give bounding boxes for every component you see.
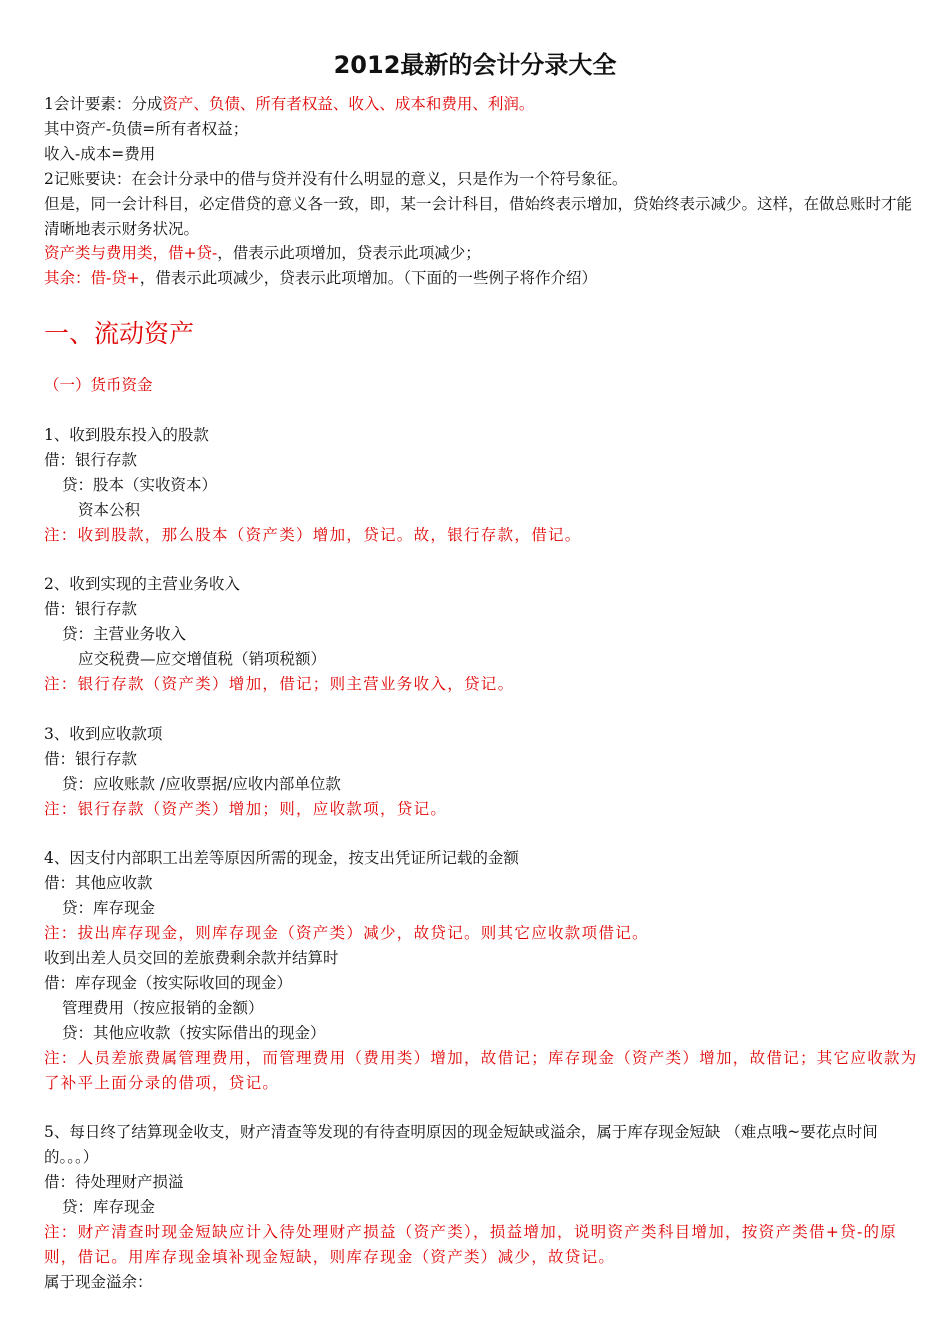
entry-4-credit: 贷：库存现金 — [62, 899, 156, 918]
entry-5-note: 注：财产清查时现金短缺应计入待处理财产损益（资产类），损益增加，说明资产类科目增加，按资产类借+贷-的原则，借记。用库存现金填补现金短缺，则库存现金（资产类）减少，故贷记。 — [44, 1222, 898, 1266]
spacer — [44, 398, 920, 423]
entry-4-title: 4、因支付内部职工出差等原因所需的现金，按支出凭证所记载的金额 — [44, 849, 519, 868]
entry-1-note: 注：收到股款，那么股本（资产类）增加，贷记。故，银行存款，借记。 — [44, 525, 582, 544]
spacer — [44, 822, 920, 847]
entry-3-debit: 借：银行存款 — [44, 749, 138, 768]
entry-2-credit: 贷：主营业务收入 — [62, 625, 187, 644]
intro-line-1 — [44, 92, 920, 117]
intro-line-1-prefix: 1会计要素：分成 — [44, 95, 163, 113]
entry-5-credit: 贷：库存现金 — [62, 1198, 156, 1217]
entry-5-debit: 借：待处理财产损溢 — [44, 1173, 184, 1192]
entry-3-credit: 贷：应收账款 /应收票据/应收内部单位款 — [62, 774, 341, 793]
entry-2-credit-2: 应交税费—应交增值税（销项税额） — [78, 650, 327, 669]
spacer — [44, 548, 920, 573]
spacer — [44, 697, 920, 722]
intro-line-6-highlight: 资产类与费用类，借+贷- — [44, 244, 218, 263]
intro-line-6-rest: ，借表示此项增加，贷表示此项减少； — [217, 244, 481, 263]
intro-line-6 — [44, 241, 920, 266]
intro-line-7-highlight: 其余：借-贷+ — [44, 269, 140, 288]
spacer — [44, 1095, 920, 1120]
entry-4-sub-debit: 借：库存现金（按实际收回的现金） — [44, 973, 293, 992]
intro-line-7-rest: ，借表示此项减少，贷表示此项增加。（下面的一些例子将作介绍） — [139, 269, 597, 288]
entry-2-title: 2、收到实现的主营业务收入 — [44, 575, 240, 594]
entry-2-note: 注：银行存款（资产类）增加，借记；则主营业务收入，贷记。 — [44, 675, 515, 694]
document-title: 2012最新的会计分录大全 — [333, 51, 617, 79]
intro-line-3: 收入-成本=费用 — [44, 144, 156, 163]
section-subheading: （一）货币资金 — [44, 376, 153, 395]
entry-5-title: 5、每日终了结算现金收支，财产清查等发现的有待查明原因的现金短缺或溢余，属于库存现金短缺 （难点哦~要花点时间的。。。） — [44, 1123, 878, 1167]
entry-1-debit: 借：银行存款 — [44, 450, 138, 469]
document-body — [44, 92, 920, 1295]
entry-4-sub-debit-2: 管理费用（按应报销的金额） — [62, 998, 264, 1017]
entry-5-tail: 属于现金溢余： — [44, 1272, 153, 1291]
entry-3-title: 3、收到应收款项 — [44, 724, 163, 743]
section-heading: 一、流动资产 — [44, 319, 195, 349]
entry-2-debit: 借：银行存款 — [44, 600, 138, 619]
entry-4-note: 注：拔出库存现金，则库存现金（资产类）减少，故贷记。则其它应收款项借记。 — [44, 924, 649, 943]
entry-1-credit: 贷：股本（实收资本） — [62, 475, 218, 494]
intro-line-7 — [44, 266, 920, 291]
entry-1-title: 1、收到股东投入的股款 — [44, 426, 209, 445]
intro-line-5: 但是，同一会计科目，必定借贷的意义各一致，即，某一会计科目，借始终表示增加，贷始终表示减少。这样，在做总账时才能清晰地表示财务状况。 — [44, 194, 913, 238]
entry-4-debit: 借：其他应收款 — [44, 874, 153, 893]
intro-line-4: 2记账要诀：在会计分录中的借与贷并没有什么明显的意义，只是作为一个符号象征。 — [44, 169, 628, 188]
entry-4-sub-credit: 贷：其他应收款（按实际借出的现金） — [62, 1023, 326, 1042]
entry-3-note: 注：银行存款（资产类）增加；则，应收款项，贷记。 — [44, 799, 448, 818]
intro-line-1-highlight: 资产、负债、所有者权益、收入、成本和费用、利润。 — [162, 95, 535, 113]
entry-4-sub-note: 注：人员差旅费属管理费用，而管理费用（费用类）增加，故借记；库存现金（资产类）增加，故借记；其它应收款为了补平上面分录的借项，贷记。 — [44, 1048, 918, 1092]
intro-line-2: 其中资产-负债=所有者权益； — [44, 119, 249, 138]
entry-4-sub-title: 收到出差人员交回的差旅费剩余款并结算时 — [44, 949, 339, 968]
entry-1-credit-2: 资本公积 — [78, 500, 141, 519]
